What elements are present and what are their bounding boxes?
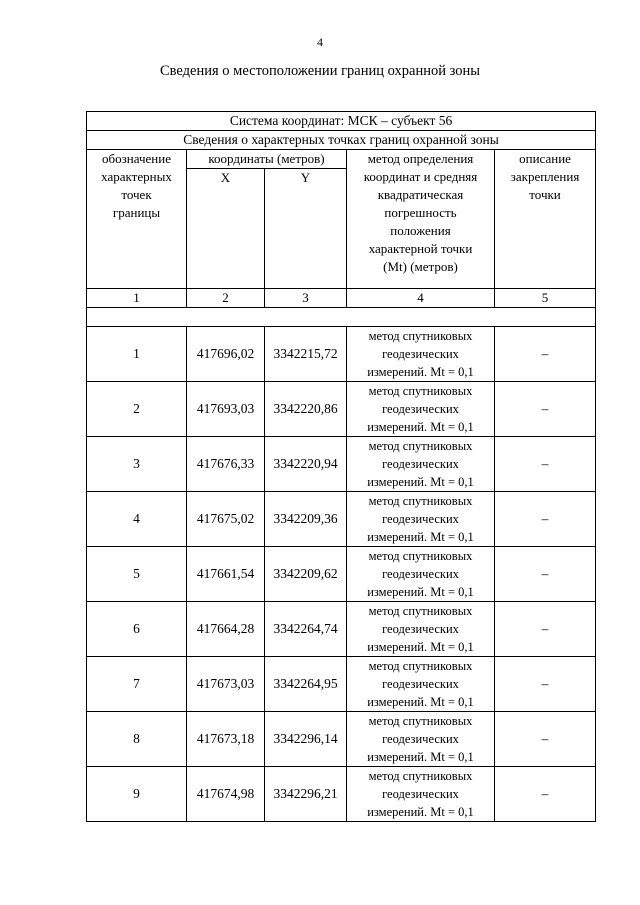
method-line: геодезических [382,402,459,416]
column-number: 4 [347,289,495,308]
method-line: геодезических [382,732,459,746]
point-number-cell: 7 [87,657,187,712]
point-number-cell: 3 [87,437,187,492]
method-line: геодезических [382,512,459,526]
method-cell [347,712,495,767]
point-number-cell: 1 [87,327,187,382]
method-line: метод спутниковых [368,494,473,508]
method-line: измерений. Mt = 0,1 [367,530,474,544]
description-cell: – [495,547,596,602]
method-line: геодезических [382,347,459,361]
table-row [87,657,596,712]
method-line: метод спутниковых [368,329,473,343]
method-line: метод спутниковых [368,439,473,453]
description-cell: – [495,327,596,382]
method-line: измерений. Mt = 0,1 [367,640,474,654]
x-header: X [187,169,265,289]
column-number: 5 [495,289,596,308]
method-line: измерений. Mt = 0,1 [367,805,474,819]
description-cell: – [495,492,596,547]
coord-system-header: Система координат: МСК – субъект 56 [87,112,596,131]
y-coordinate-cell: 3342296,21 [265,767,347,822]
y-coordinate-cell: 3342296,14 [265,712,347,767]
method-line: геодезических [382,457,459,471]
method-line: геодезических [382,622,459,636]
y-coordinate-cell: 3342209,36 [265,492,347,547]
x-coordinate-cell: 417674,98 [187,767,265,822]
method-line: геодезических [382,787,459,801]
method-line: метод спутниковых [368,384,473,398]
table-row [87,382,596,437]
description-cell: – [495,712,596,767]
method-line: измерений. Mt = 0,1 [367,585,474,599]
spacer-row [87,308,596,327]
column-number: 1 [87,289,187,308]
section-title-header: Сведения о характерных точках границ охранной зоны [87,131,596,150]
column-number: 3 [265,289,347,308]
point-number-cell: 9 [87,767,187,822]
description-cell: – [495,767,596,822]
method-cell [347,382,495,437]
x-coordinate-cell: 417664,28 [187,602,265,657]
description-header: описание закрепления точки [495,150,596,289]
method-line: метод спутниковых [368,659,473,673]
x-coordinate-cell: 417673,18 [187,712,265,767]
table-row [87,437,596,492]
method-cell [347,767,495,822]
method-line: метод спутниковых [368,549,473,563]
x-coordinate-cell: 417661,54 [187,547,265,602]
table-row [87,602,596,657]
point-number-cell: 4 [87,492,187,547]
description-cell: – [495,437,596,492]
method-line: измерений. Mt = 0,1 [367,420,474,434]
table-row [87,547,596,602]
description-cell: – [495,657,596,712]
method-line: геодезических [382,677,459,691]
method-line: метод спутниковых [368,604,473,618]
table-row [87,327,596,382]
method-line: метод спутниковых [368,769,473,783]
point-number-cell: 5 [87,547,187,602]
coordinates-table [86,111,596,822]
method-cell [347,602,495,657]
y-coordinate-cell: 3342264,95 [265,657,347,712]
page-number: 4 [317,35,323,49]
document-title: Сведения о местоположении границ охранной зоны [159,63,480,79]
table-row [87,492,596,547]
method-line: метод спутниковых [368,714,473,728]
y-coordinate-cell: 3342264,74 [265,602,347,657]
y-coordinate-cell: 3342209,62 [265,547,347,602]
method-cell [347,657,495,712]
method-cell [347,327,495,382]
table-row [87,767,596,822]
point-number-cell: 2 [87,382,187,437]
table-row [87,712,596,767]
coordinates-header: координаты (метров) [187,150,347,169]
y-coordinate-cell: 3342220,94 [265,437,347,492]
y-header: Y [265,169,347,289]
y-coordinate-cell: 3342215,72 [265,327,347,382]
description-cell: – [495,602,596,657]
method-cell [347,437,495,492]
point-number-cell: 8 [87,712,187,767]
x-coordinate-cell: 417696,02 [187,327,265,382]
method-cell [347,492,495,547]
x-coordinate-cell: 417675,02 [187,492,265,547]
table-body [87,327,596,822]
method-line: измерений. Mt = 0,1 [367,365,474,379]
method-cell [347,547,495,602]
point-number-cell: 6 [87,602,187,657]
method-line: измерений. Mt = 0,1 [367,475,474,489]
x-coordinate-cell: 417673,03 [187,657,265,712]
method-line: геодезических [382,567,459,581]
point-designation-header: обозначение характерных точек границы [87,150,187,289]
method-header: метод определения координат и средняя квадратическая погрешность положения характерной точки (Mt) (метров) [347,150,495,289]
method-line: измерений. Mt = 0,1 [367,695,474,709]
description-cell: – [495,382,596,437]
method-line: измерений. Mt = 0,1 [367,750,474,764]
column-number: 2 [187,289,265,308]
y-coordinate-cell: 3342220,86 [265,382,347,437]
x-coordinate-cell: 417693,03 [187,382,265,437]
x-coordinate-cell: 417676,33 [187,437,265,492]
